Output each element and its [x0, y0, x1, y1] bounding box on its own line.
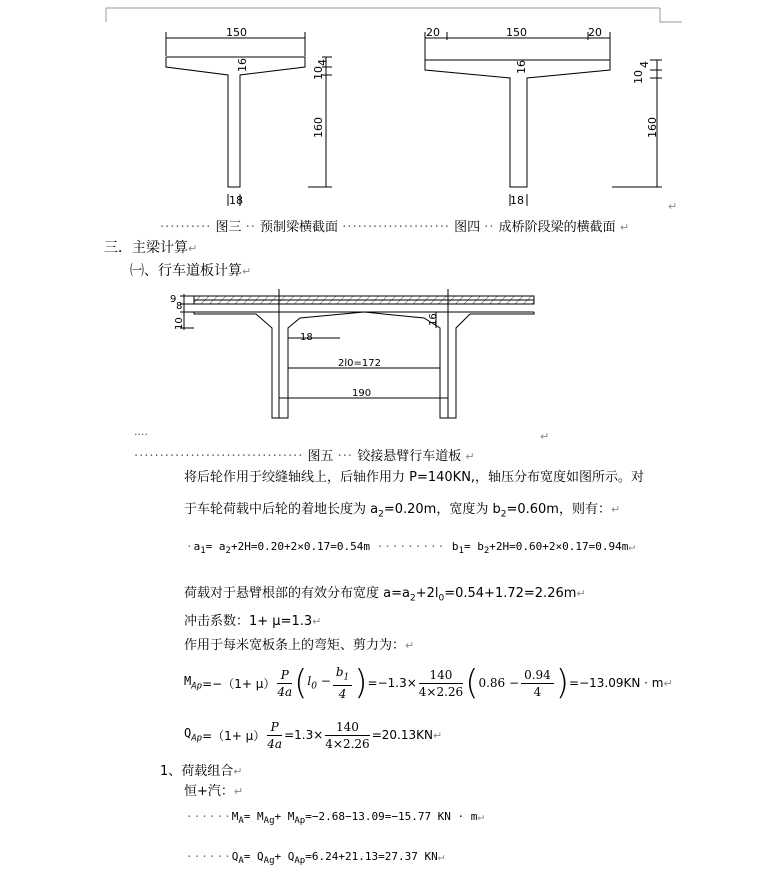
f4-dim-height: 160	[646, 117, 659, 138]
figure-captions-3-4: ·········· 图三 ·· 预制梁横截面 ····················· 图四 ·· 成桥阶段梁的横截面 ↵	[160, 220, 630, 235]
caption-3-label: 图三	[215, 220, 242, 235]
f5-dim-18: 18	[300, 332, 313, 343]
subsection-heading: ㈠、行车道板计算↵	[130, 263, 252, 279]
f3-dim-10: 10	[312, 66, 325, 80]
f4-dim-left: 20	[426, 26, 440, 39]
f4-dim-width: 150	[506, 26, 527, 39]
paragraph-mark: ↵	[540, 430, 550, 443]
equation-shear-QAp: $Q_{Ap}$ =（1+ μ） $\frac{P}{4a}$ =1.3× $\frac{140}{4\times 2.26}$ =20.13KN ↵	[184, 719, 443, 751]
f5-dim-190: 190	[352, 388, 372, 399]
load-combination-sub: 恒+汽：↵	[184, 784, 244, 799]
f3-dim-width: 150	[226, 26, 247, 39]
figure-4-bridge-stage-beam	[425, 32, 662, 206]
figure-3-precast-beam	[166, 32, 332, 206]
f5-dim-9: 9	[170, 294, 177, 305]
caption-4-text: 成桥阶段梁的横截面	[498, 220, 616, 235]
equation-QA-total: $\cdot\cdot\cdot\cdot\cdot\cdot Q_A= Q_{Ag}+ Q_{Ap}=6.24+21.13=27.37$ KN↵	[186, 850, 445, 867]
equation-MA-total: $\cdot\cdot\cdot\cdot\cdot\cdot M_A= M_{Ag}+ M_{Ap}=-2.68-13.09=-15.77$ KN · m↵	[186, 810, 485, 827]
paragraph-impact-factor: 冲击系数：1+ μ=1.3↵	[184, 614, 322, 629]
f3-dim-flange: 16	[236, 58, 249, 72]
caption-5-text: 铰接悬臂行车道板	[357, 449, 462, 464]
f5-dim-16: 16	[428, 313, 439, 326]
f5-dim-span: 2l0=172	[338, 358, 381, 369]
f4-dim-web: 18	[510, 194, 524, 207]
caption-4-label: 图四	[454, 220, 481, 235]
f5-dim-8: 8	[176, 301, 183, 312]
figure-3-4-cross-sections	[0, 20, 778, 210]
f4-dim-right: 20	[588, 26, 602, 39]
load-combination-heading: 1、荷载组合↵	[160, 764, 243, 779]
paragraph-wheel-contact: 于车轮荷载中后轮的着地长度为 $a_2=0.20m$，宽度为 $b_2=0.60m$，则有：↵	[184, 502, 621, 520]
caption-3-text: 预制梁横截面	[260, 220, 339, 235]
figure-5-hinged-cantilever-deck	[0, 284, 778, 424]
section-heading: 三．主梁计算↵	[104, 240, 198, 256]
caption-5-label: 图五	[307, 449, 334, 464]
f4-dim-4: 4	[638, 61, 651, 68]
paragraph-mark: ↵	[619, 221, 630, 234]
equation-moment-MAp: $M_{Ap}$ =−（1+ μ） $\frac{P}{4a}$ ( $l_0$ − $\frac{b_1}{4}$ ) =−1.3× $\frac{140}{4\times 2.26}$ ( 0.86 − $\frac{0.94}{4}$ ) =−13.09KN · m ↵	[184, 663, 673, 703]
paragraph-mark: ↵	[668, 200, 678, 213]
f4-dim-flange: 16	[515, 60, 528, 74]
ellipsis-dots: ····	[134, 428, 148, 441]
f3-dim-height: 160	[312, 117, 325, 138]
f5-dim-10: 10	[174, 317, 185, 330]
paragraph-load-position: 将后轮作用于绞缝轴线上，后轴作用力 P=140KN,，轴压分布宽度如图所示。对	[184, 470, 645, 485]
f3-dim-4: 4	[316, 59, 329, 66]
equation-a1-b1: $\cdot a_1= a_2+2H=0.20+2\times 0.17=0.54m$ ········· $b_1=$ $b_2+2H=0.60+2\times 0.17=0.94m↵$	[186, 540, 635, 557]
f4-dim-10: 10	[632, 70, 645, 84]
paragraph-moment-shear-intro: 作用于每米宽板条上的弯矩、剪力为：↵	[184, 638, 415, 653]
paragraph-effective-width: 荷载对于悬臂根部的有效分布宽度 $a=a_2+2l_0=0.54+1.72=2.26m↵$	[184, 586, 586, 604]
f3-dim-web: 18	[229, 194, 243, 207]
figure-5-caption: ································· 图五 ··· 铰接悬臂行车道板 ↵	[134, 449, 475, 464]
